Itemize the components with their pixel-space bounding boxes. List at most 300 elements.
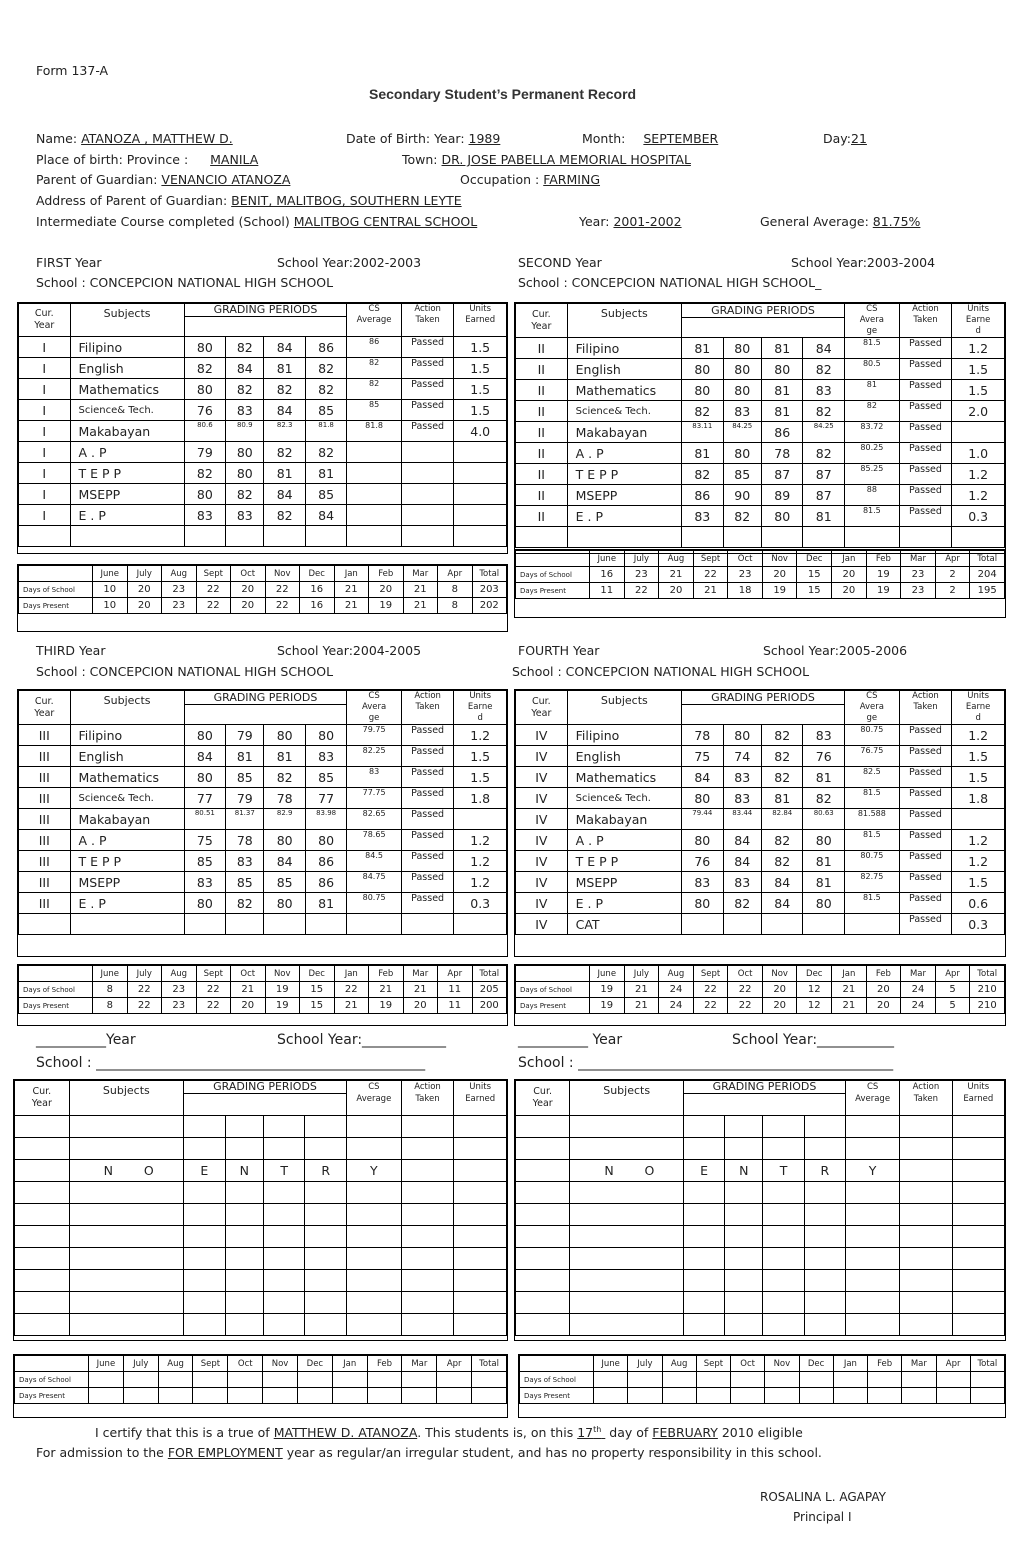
empty-cell: [305, 1116, 347, 1138]
blank-corner: [19, 566, 93, 582]
grade-cell: Passed: [899, 485, 952, 506]
month-header: Total: [472, 566, 507, 582]
blank-corner: [15, 1356, 89, 1372]
cur-year-header: Cur. Year: [19, 691, 71, 725]
empty-cell: [305, 1314, 347, 1336]
grading-periods-header: GRADING PERIODS: [184, 691, 347, 705]
grade-cell: Makabayan: [70, 809, 184, 830]
grade-cell: [264, 914, 305, 935]
month-header: Nov: [762, 551, 797, 567]
grade-cell: [401, 484, 454, 505]
days-school-cell: [193, 1372, 228, 1388]
empty-cell: [725, 1182, 763, 1204]
table-row: [516, 380, 1005, 401]
empty-cell: [347, 1314, 402, 1336]
table-row: [19, 830, 507, 851]
grade-cell: 1.2: [952, 851, 1005, 872]
grade-cell: 78: [226, 830, 264, 851]
grade-cell: 83: [305, 746, 346, 767]
empty-cell: [900, 1226, 952, 1248]
grade-cell: 83: [803, 725, 845, 746]
month-header: Dec: [797, 966, 832, 982]
no-entry-text: R: [305, 1160, 347, 1182]
grade-cell: 85: [305, 767, 346, 788]
days-school-cell: 22: [728, 982, 763, 998]
days-school-cell: 22: [127, 982, 162, 998]
grade-cell: [401, 526, 454, 547]
grade-cell: English: [70, 358, 184, 379]
empty-cell: [401, 1248, 454, 1270]
grade-cell: 1.5: [952, 380, 1005, 401]
empty-cell: [804, 1138, 845, 1160]
month-header: June: [590, 966, 625, 982]
grade-cell: 80: [723, 359, 761, 380]
days-school-cell: 20: [866, 982, 901, 998]
cert-text: day of: [609, 1425, 649, 1441]
grade-cell: Filipino: [70, 337, 184, 358]
table-row: [15, 1182, 507, 1204]
grade-cell: II: [516, 380, 568, 401]
empty-cell: [570, 1292, 684, 1314]
days-school-cell: 19: [590, 982, 625, 998]
empty-cell: [763, 1314, 804, 1336]
grade-cell: 74: [723, 746, 761, 767]
table-row: [15, 1248, 507, 1270]
empty-cell: [763, 1116, 804, 1138]
grade-cell: 84.25: [803, 422, 845, 443]
grade-cell: 84: [264, 337, 305, 358]
grade-cell: I: [19, 337, 71, 358]
grade-cell: 79: [184, 442, 225, 463]
grade-cell: Passed: [401, 851, 454, 872]
empty-cell: [15, 1116, 70, 1138]
days-school-cell: 11: [438, 982, 473, 998]
table-row: [19, 526, 507, 547]
grade-cell: Passed: [401, 337, 454, 358]
grade-cell: [226, 914, 264, 935]
grading-periods-header: GRADING PERIODS: [184, 1081, 347, 1094]
dob-month: SEPTEMBER: [643, 131, 719, 146]
grade-cell: English: [567, 359, 681, 380]
empty-cell: [763, 1248, 804, 1270]
empty-cell: [763, 1226, 804, 1248]
grade-cell: 82: [305, 379, 346, 400]
grade-cell: Passed: [401, 746, 454, 767]
first-year-attendance: [17, 564, 508, 632]
grade-cell: Passed: [899, 872, 952, 893]
grade-cell: 80: [761, 506, 803, 527]
grade-cell: I: [19, 358, 71, 379]
grade-cell: 84: [264, 851, 305, 872]
month-header: Sept: [693, 551, 728, 567]
grade-cell: Passed: [899, 851, 952, 872]
days-school-cell: 21: [334, 582, 369, 598]
month-label: Month:: [582, 131, 626, 146]
grade-cell: 1.2: [952, 830, 1005, 851]
grade-cell: 82: [226, 484, 264, 505]
empty-cell: [401, 1314, 454, 1336]
empty-cell: [763, 1270, 804, 1292]
empty-cell: [454, 1160, 507, 1182]
grade-cell: [723, 527, 761, 548]
grade-cell: 83: [723, 401, 761, 422]
days-school-cell: 20: [832, 567, 867, 583]
grade-cell: III: [19, 851, 71, 872]
grade-cell: II: [516, 359, 568, 380]
pob-label: Place of birth: Province :: [36, 152, 189, 167]
table-row: [516, 1270, 1005, 1292]
grade-cell: 1.5: [454, 400, 507, 421]
cert-month: FEBRUARY: [652, 1425, 718, 1441]
grade-cell: [347, 484, 402, 505]
empty-cell: [225, 1314, 263, 1336]
grade-cell: [761, 527, 803, 548]
grade-cell: 82: [264, 767, 305, 788]
grade-cell: 1.2: [454, 872, 507, 893]
days-present-cell: 22: [196, 598, 231, 614]
empty-cell: [15, 1226, 70, 1248]
days-present-cell: 19: [590, 998, 625, 1014]
days-present-cell: 2: [935, 583, 970, 599]
signatory-name: ROSALINA L. AGAPAY: [760, 1490, 886, 1504]
grade-cell: 85.25: [845, 464, 900, 485]
grade-cell: 84.75: [347, 872, 402, 893]
table-row: [19, 442, 507, 463]
days-school-cell: 22: [196, 982, 231, 998]
days-present-cell: [696, 1388, 730, 1404]
student-name: ATANOZA , MATTHEW D.: [81, 131, 233, 146]
grade-cell: [347, 463, 402, 484]
cs-average-header: CS Average: [347, 1081, 402, 1116]
third-school: School : CONCEPCION NATIONAL HIGH SCHOOL: [36, 664, 334, 679]
empty-cell: [454, 1138, 507, 1160]
month-header: Nov: [762, 966, 797, 982]
days-present-cell: [437, 1388, 472, 1404]
month-header: Apr: [437, 1356, 472, 1372]
days-present-cell: 21: [693, 583, 728, 599]
grade-cell: 80: [264, 725, 305, 746]
attendance-table: [515, 550, 1005, 599]
grade-cell: 81.37: [226, 809, 264, 830]
empty-cell: [725, 1204, 763, 1226]
empty-cell: [401, 1138, 454, 1160]
month-header: Jan: [832, 966, 867, 982]
empty-cell: [900, 1182, 952, 1204]
month-header: Feb: [367, 1356, 402, 1372]
grade-cell: 84: [723, 851, 761, 872]
empty-cell: [683, 1182, 724, 1204]
no-entry-text: R: [804, 1160, 845, 1182]
grade-cell: Passed: [899, 914, 952, 935]
days-present-cell: 20: [403, 998, 438, 1014]
grade-cell: [952, 422, 1005, 443]
days-school-cell: 204: [970, 567, 1005, 583]
grade-cell: 84: [803, 338, 845, 359]
empty-cell: [225, 1226, 263, 1248]
third-year-grade-table: [17, 689, 508, 957]
grade-cell: 83: [226, 505, 264, 526]
dob-year: 1989: [468, 131, 501, 146]
grade-table: [515, 303, 1005, 548]
grade-cell: [454, 809, 507, 830]
grade-cell: 80: [682, 359, 724, 380]
days-school-cell: 12: [797, 982, 832, 998]
days-present-label: Days Present: [520, 1388, 594, 1404]
grade-cell: 82: [226, 893, 264, 914]
cert-purpose: FOR EMPLOYMENT: [167, 1445, 283, 1460]
table-row: [516, 1138, 1005, 1160]
days-school-cell: 5: [935, 982, 970, 998]
grade-cell: [952, 527, 1005, 548]
grade-cell: T E P P: [70, 463, 184, 484]
empty-cell: [263, 1270, 305, 1292]
table-row: [19, 914, 507, 935]
grade-cell: Passed: [899, 746, 952, 767]
grade-cell: 76: [682, 851, 724, 872]
grade-cell: 82: [264, 379, 305, 400]
days-school-cell: 23: [728, 567, 763, 583]
grade-cell: 80: [682, 380, 724, 401]
grade-cell: [401, 505, 454, 526]
empty-cell: [570, 1116, 684, 1138]
days-school-cell: 20: [231, 582, 266, 598]
grade-cell: 1.5: [454, 767, 507, 788]
grade-cell: MSEPP: [70, 484, 184, 505]
month-header: Mar: [901, 966, 936, 982]
blank-left-school-year: School Year:____________: [277, 1032, 447, 1048]
grade-cell: [454, 526, 507, 547]
table-row: [19, 400, 507, 421]
grade-cell: IV: [516, 851, 568, 872]
month-header: Total: [472, 966, 507, 982]
days-present-cell: 24: [659, 998, 694, 1014]
certification-line-2: [36, 1445, 822, 1460]
table-row: [516, 872, 1005, 893]
days-present-cell: [263, 1388, 298, 1404]
grade-cell: 82: [682, 464, 724, 485]
grade-cell: 80.25: [845, 443, 900, 464]
days-school-cell: [123, 1372, 158, 1388]
grade-cell: Passed: [899, 359, 952, 380]
empty-cell: [184, 1204, 226, 1226]
grade-cell: Passed: [401, 400, 454, 421]
days-present-cell: 202: [472, 598, 507, 614]
empty-cell: [454, 1248, 507, 1270]
no-entry-text: Y: [845, 1160, 899, 1182]
empty-cell: [725, 1270, 763, 1292]
no-entry-text: N O: [69, 1160, 183, 1182]
grade-cell: 81: [305, 893, 346, 914]
days-present-label: Days Present: [516, 998, 590, 1014]
empty-cell: [570, 1248, 684, 1270]
grade-cell: 81: [264, 463, 305, 484]
grade-cell: 76.75: [845, 746, 900, 767]
days-school-cell: 20: [127, 582, 162, 598]
cert-day: [577, 1425, 605, 1440]
days-present-cell: 20: [659, 583, 694, 599]
empty-cell: [263, 1292, 305, 1314]
grade-cell: Makabayan: [567, 422, 681, 443]
month-header: Oct: [228, 1356, 263, 1372]
grade-cell: 82: [803, 443, 845, 464]
grade-cell: 1.5: [952, 359, 1005, 380]
empty-cell: [454, 1314, 507, 1336]
blank-corner: [516, 966, 590, 982]
grading-periods-sub: [184, 705, 347, 725]
grade-cell: 1.5: [454, 746, 507, 767]
month-header: Jan: [334, 566, 369, 582]
month-header: Jan: [334, 966, 369, 982]
units-earned-header: Units Earne d: [454, 691, 507, 725]
units-earned-header: Units Earne d: [952, 691, 1005, 725]
days-present-cell: 8: [93, 998, 128, 1014]
blank-corner: [19, 966, 93, 982]
month-header: Total: [970, 966, 1005, 982]
table-row: [19, 851, 507, 872]
cert-text: I certify that this is a true of: [95, 1425, 270, 1441]
empty-cell: [401, 1226, 454, 1248]
days-present-cell: 22: [728, 998, 763, 1014]
attendance-table: [18, 565, 507, 614]
subjects-header: Subjects: [70, 304, 184, 337]
days-present-cell: [868, 1388, 902, 1404]
empty-cell: [184, 1292, 226, 1314]
empty-cell: [725, 1248, 763, 1270]
grade-cell: I: [19, 442, 71, 463]
grade-cell: II: [516, 422, 568, 443]
grade-cell: 80: [682, 788, 724, 809]
grade-cell: 81.5: [845, 893, 900, 914]
grade-cell: 0.3: [952, 506, 1005, 527]
days-school-cell: [799, 1372, 833, 1388]
grade-cell: 81.8: [347, 421, 402, 442]
grade-cell: 81: [761, 338, 803, 359]
grade-cell: [454, 442, 507, 463]
empty-cell: [804, 1292, 845, 1314]
empty-cell: [952, 1226, 1004, 1248]
empty-cell: [69, 1204, 183, 1226]
action-taken-header: Action Taken: [899, 304, 952, 338]
empty-cell: [683, 1248, 724, 1270]
grade-cell: 82: [226, 337, 264, 358]
fourth-year-grade-table: [514, 689, 1006, 957]
cur-year-header: Cur. Year: [15, 1081, 70, 1116]
grade-cell: 81: [682, 338, 724, 359]
empty-cell: [570, 1204, 684, 1226]
course-school: MALITBOG CENTRAL SCHOOL: [293, 214, 478, 229]
table-row: [516, 914, 1005, 935]
table-row: [516, 809, 1005, 830]
empty-cell: [347, 1182, 402, 1204]
month-header: Oct: [731, 1356, 765, 1372]
month-header: Feb: [866, 966, 901, 982]
grade-cell: II: [516, 485, 568, 506]
days-school-cell: [263, 1372, 298, 1388]
grade-cell: 1.5: [952, 872, 1005, 893]
grade-cell: 82: [761, 746, 803, 767]
empty-cell: [263, 1116, 305, 1138]
grade-cell: 80.75: [347, 893, 402, 914]
empty-cell: [763, 1292, 804, 1314]
table-row: [516, 527, 1005, 548]
grade-cell: Filipino: [70, 725, 184, 746]
grade-cell: Filipino: [567, 338, 681, 359]
grade-cell: [347, 526, 402, 547]
grade-cell: 1.5: [454, 379, 507, 400]
grade-cell: 1.2: [952, 725, 1005, 746]
empty-cell: [263, 1226, 305, 1248]
grade-cell: 82: [184, 463, 225, 484]
empty-cell: [69, 1116, 183, 1138]
days-school-cell: 23: [901, 567, 936, 583]
form-title: Secondary Student’s Permanent Record: [369, 86, 637, 102]
month-header: July: [127, 566, 162, 582]
grade-cell: 0.3: [952, 914, 1005, 935]
table-row: [19, 379, 507, 400]
grade-cell: 80: [184, 893, 225, 914]
empty-cell: [683, 1204, 724, 1226]
days-present-cell: 21: [334, 598, 369, 614]
month-header: July: [127, 966, 162, 982]
days-present-cell: 22: [127, 998, 162, 1014]
grade-cell: Passed: [899, 401, 952, 422]
table-row: [516, 1204, 1005, 1226]
action-taken-header: Action Taken: [401, 304, 454, 337]
days-present-cell: [193, 1388, 228, 1404]
days-present-cell: 21: [403, 598, 438, 614]
month-header: Dec: [799, 1356, 833, 1372]
grade-cell: 81: [761, 401, 803, 422]
grade-cell: [454, 505, 507, 526]
empty-cell: [725, 1292, 763, 1314]
grade-cell: 1.2: [454, 830, 507, 851]
grade-cell: Passed: [401, 767, 454, 788]
table-row: [15, 1160, 507, 1182]
empty-cell: [516, 1270, 570, 1292]
grade-cell: 1.5: [952, 767, 1005, 788]
table-row: [516, 1314, 1005, 1336]
grade-cell: 79: [226, 788, 264, 809]
grade-cell: 80.5: [845, 359, 900, 380]
days-present-cell: 21: [832, 998, 867, 1014]
grade-cell: IV: [516, 746, 568, 767]
second-year-attendance: [514, 549, 1006, 618]
grade-cell: Passed: [401, 379, 454, 400]
days-school-cell: 23: [624, 567, 659, 583]
grade-cell: 77.75: [347, 788, 402, 809]
grade-cell: E . P: [567, 506, 681, 527]
empty-cell: [15, 1160, 70, 1182]
grade-cell: Mathematics: [567, 767, 681, 788]
empty-cell: [184, 1138, 226, 1160]
grade-cell: [454, 463, 507, 484]
empty-cell: [401, 1270, 454, 1292]
course-label: Intermediate Course completed (School): [36, 214, 290, 229]
days-school-label: Days of School: [19, 582, 93, 598]
units-earned-header: Units Earne d: [952, 304, 1005, 338]
address-label: Address of Parent of Guardian:: [36, 193, 228, 208]
grade-cell: 83: [723, 767, 761, 788]
cur-year-header: Cur. Year: [516, 691, 568, 725]
empty-cell: [225, 1182, 263, 1204]
grading-periods-sub: [682, 705, 845, 725]
attendance-table: [14, 1355, 507, 1404]
empty-cell: [454, 1270, 507, 1292]
table-row: [516, 767, 1005, 788]
empty-cell: [305, 1138, 347, 1160]
empty-cell: [347, 1270, 402, 1292]
days-present-cell: 20: [832, 583, 867, 599]
